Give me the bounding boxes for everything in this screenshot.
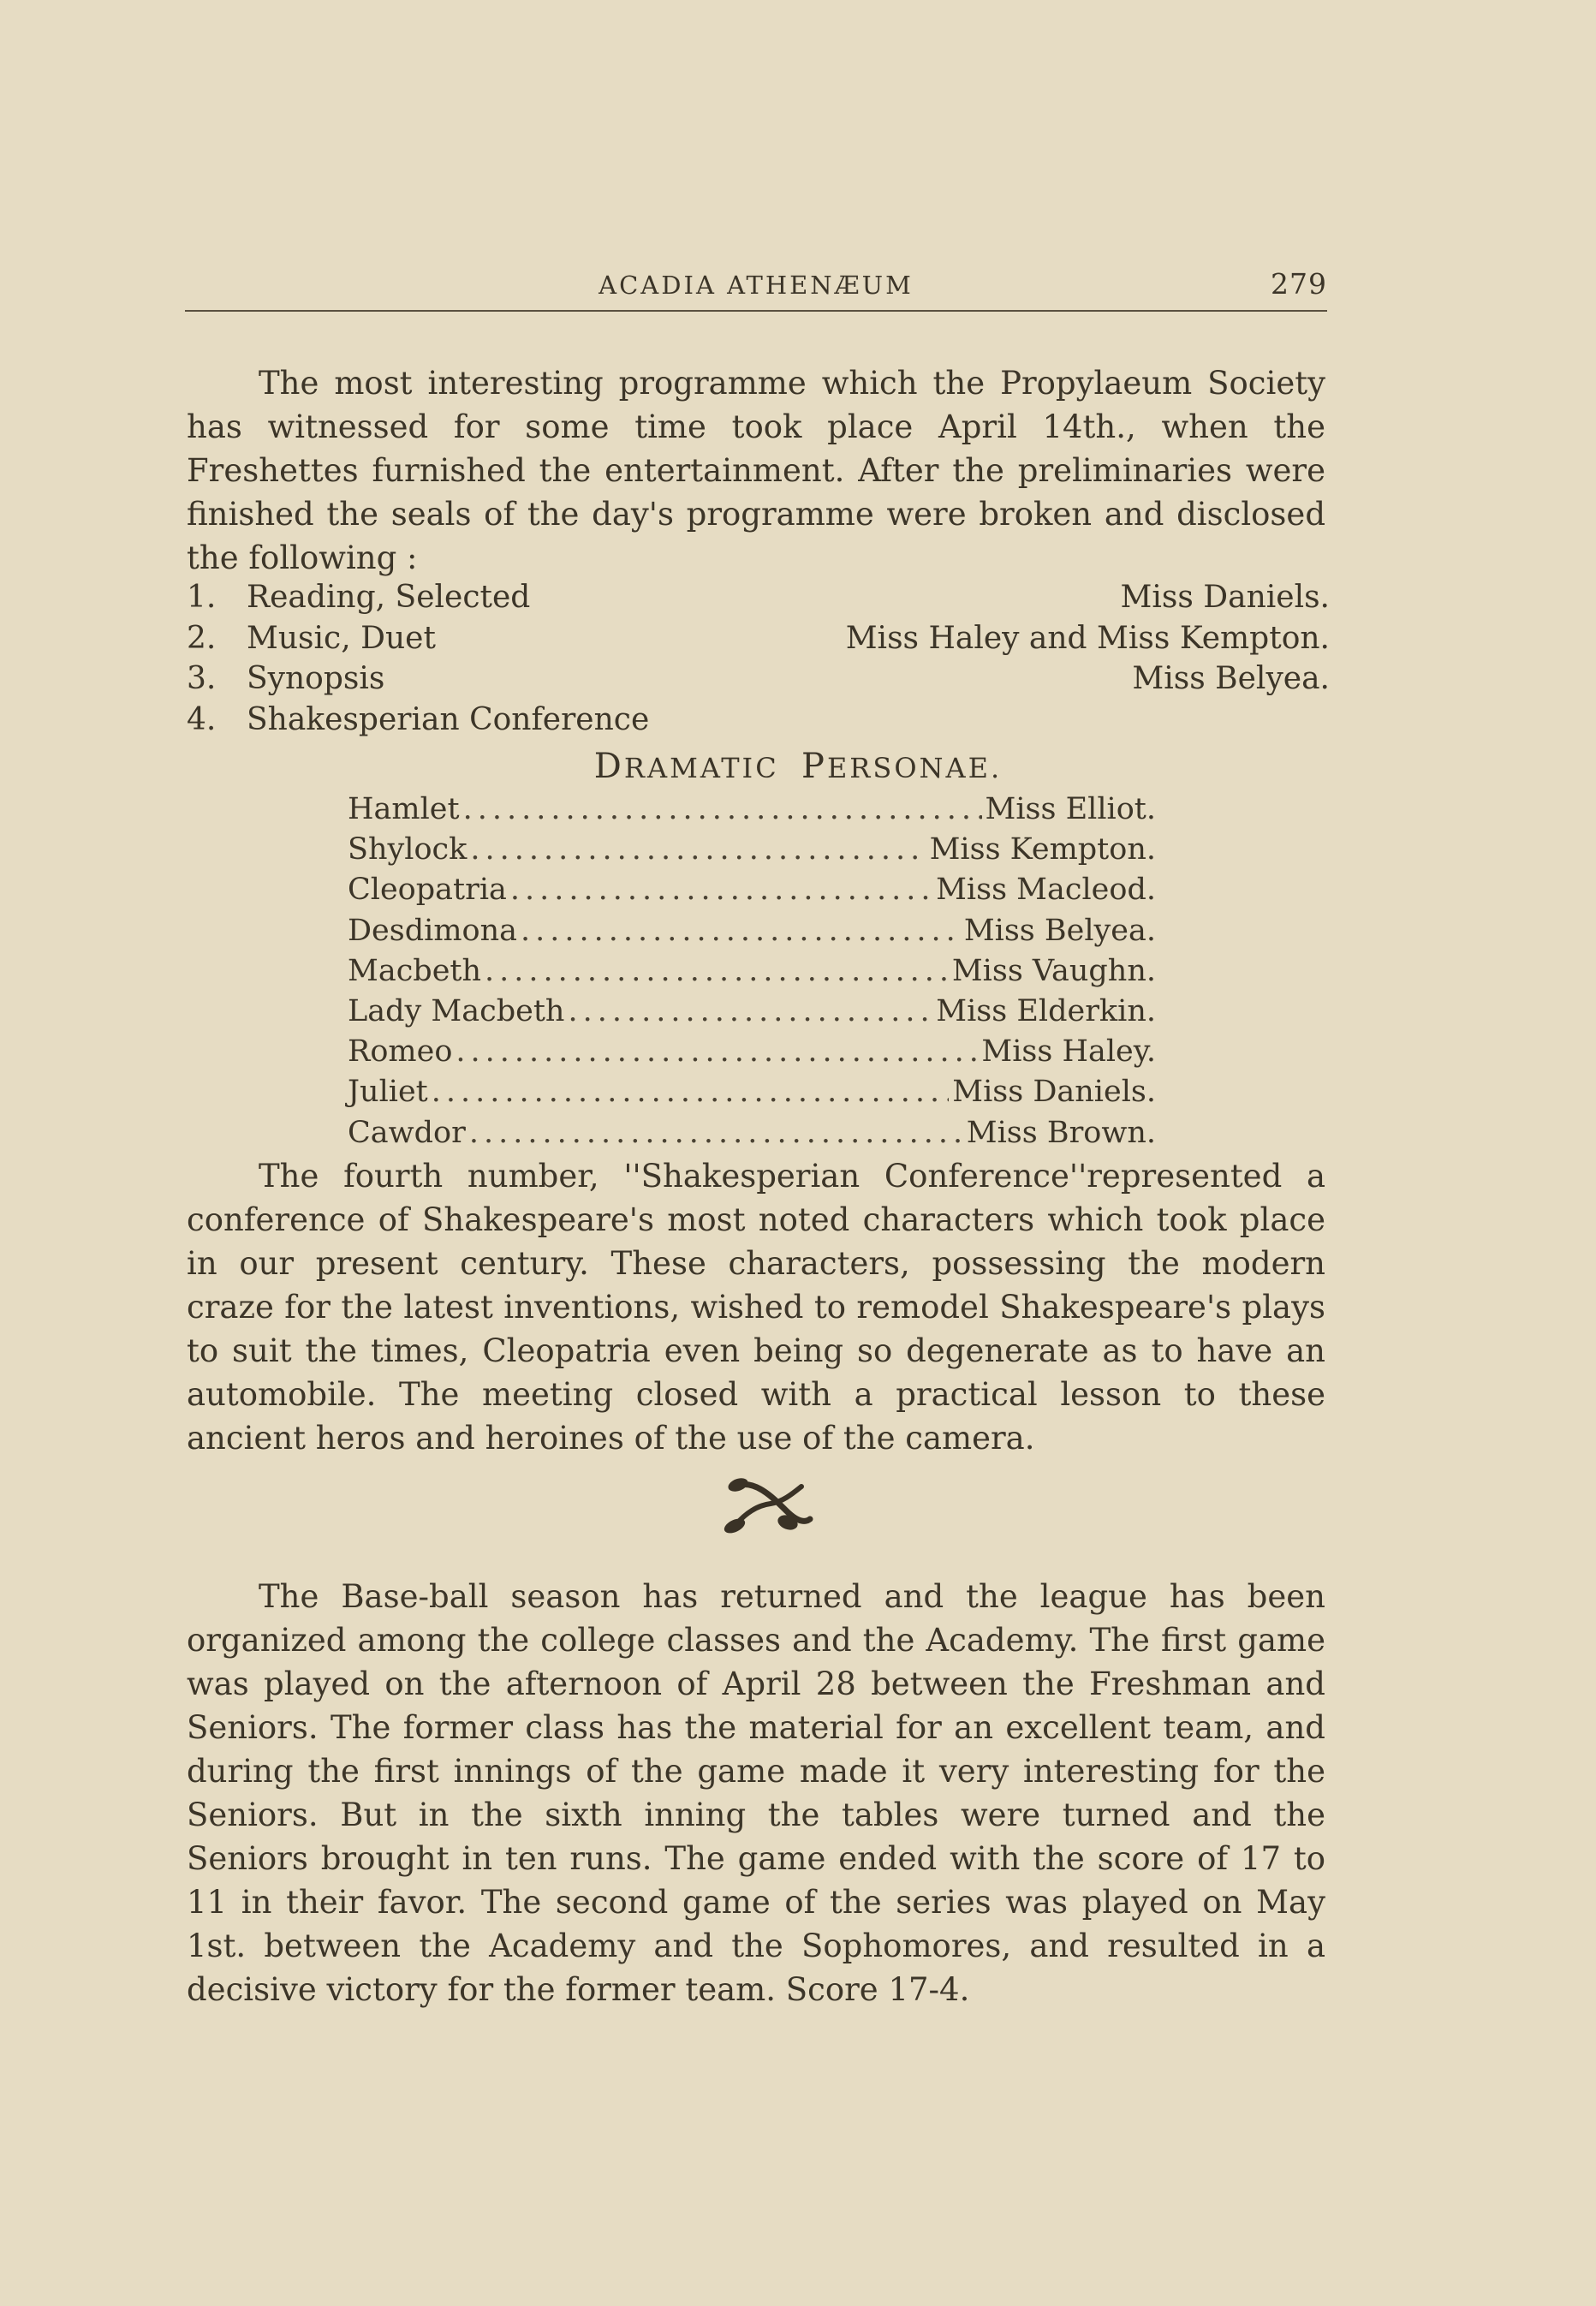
dramatis-word-2-rest: ERSONAE. [826,752,1003,784]
programme-number: 2. [187,620,217,656]
cast-role: Cawdor [348,1115,466,1150]
cast-row [348,830,1156,870]
cast-row [348,1113,1156,1153]
leader-dots [463,790,982,830]
cast-actor: Miss Haley. [981,1034,1156,1070]
baseball-paragraph [187,1575,1325,2011]
intro-text: The most interesting programme which the Propylaeum Society has witnessed for some time took place April 14th., when the Freshettes furnished the entertainment. After the preliminaries were finished the seals of the day's programme were broken and disclosed the following : [187,365,1325,576]
cast-row [348,1032,1156,1072]
cast-actor: Miss Vaughn. [951,953,1156,988]
baseball-text: The Base-ball season has returned and the league has been organized among the college classes and the Academy. The first game was played on the afternoon of April 28 between the Freshman and Seniors. The former class has the material for an excellent team, and during the first innings of the game made it very interesting for the Seniors. But in the sixth inning the tables were turned and the Seniors brought in ten runs. The game ended with the score of 17 to 11 in their favor. The second game of the series was played on May 1st. between the Academy and the Sophomores, and resulted in a decisive victory for the former team. Score 17-4. [187,1578,1325,2008]
cast-list [348,790,1156,1153]
leader-dots [469,1113,963,1153]
leader-dots [568,992,932,1032]
programme-title: Music, Duet [247,620,436,656]
page-number: 279 [1271,267,1327,301]
programme-list [187,577,1330,740]
cast-role: Romeo [348,1034,453,1070]
programme-item [187,618,1330,659]
cast-row [348,992,1156,1032]
leader-dots [521,911,961,951]
cast-actor: Miss Belyea. [963,913,1156,948]
cast-role: Juliet [348,1075,428,1110]
header-rule [185,310,1327,312]
programme-item [187,577,1330,618]
programme-title: Synopsis [247,661,385,696]
cast-role: Cleopatria [348,873,507,908]
cast-actor: Miss Daniels. [952,1075,1156,1110]
cast-role: Shylock [348,832,467,867]
running-head [185,264,1327,307]
cast-actor: Miss Elliot. [985,792,1156,826]
programme-performer: Miss Haley and Miss Kempton. [845,620,1330,656]
cast-row [348,951,1156,992]
programme-number: 4. [187,701,217,737]
programme-number: 3. [187,661,217,696]
cast-role: Hamlet [348,792,460,826]
leader-dots [485,951,949,992]
closing-text: The fourth number, ''Shakesperian Conference''represented a conference of Shakespeare's most noted characters which took place in our present century. These characters, possessing the modern craze for the latest inventions, wished to remodel Shakespeare's plays to suit the times, Cleopatria even being so degenerate as to have an automobile. The meeting closed with a practical lesson to these ancient heros and heroines of the use of the camera. [187,1158,1325,1457]
cast-actor: Miss Brown. [966,1115,1156,1150]
cast-row [348,870,1156,910]
cast-actor: Miss Kempton. [929,832,1156,867]
programme-number: 1. [187,580,217,615]
leader-dots [432,1072,950,1112]
dramatis-word-1-rest: RAMATIC [623,752,779,784]
cast-row [348,911,1156,951]
programme-title: Shakesperian Conference [247,701,650,737]
programme-performer: Miss Daniels. [1120,580,1330,615]
journal-title: ACADIA ATHENÆUM [598,271,914,300]
dramatis-personae-heading: DRAMATIC PERSONAE. [593,747,1003,786]
programme-performer: Miss Belyea. [1132,661,1330,696]
cast-actor: Miss Elderkin. [936,993,1156,1028]
programme-title: Reading, Selected [247,580,531,615]
leader-dots [470,830,926,870]
cast-row [348,1072,1156,1112]
cast-role: Lady Macbeth [348,993,565,1028]
leader-dots [510,870,932,910]
cast-actor: Miss Macleod. [936,873,1156,908]
programme-item [187,658,1330,700]
intro-paragraph [187,361,1325,580]
cast-role: Desdimona [348,913,518,948]
programme-item [187,700,1330,741]
cast-row [348,790,1156,830]
closing-paragraph [187,1154,1325,1460]
leader-dots [456,1032,978,1072]
cast-role: Macbeth [348,953,482,988]
fleuron-ornament-icon [719,1471,813,1540]
